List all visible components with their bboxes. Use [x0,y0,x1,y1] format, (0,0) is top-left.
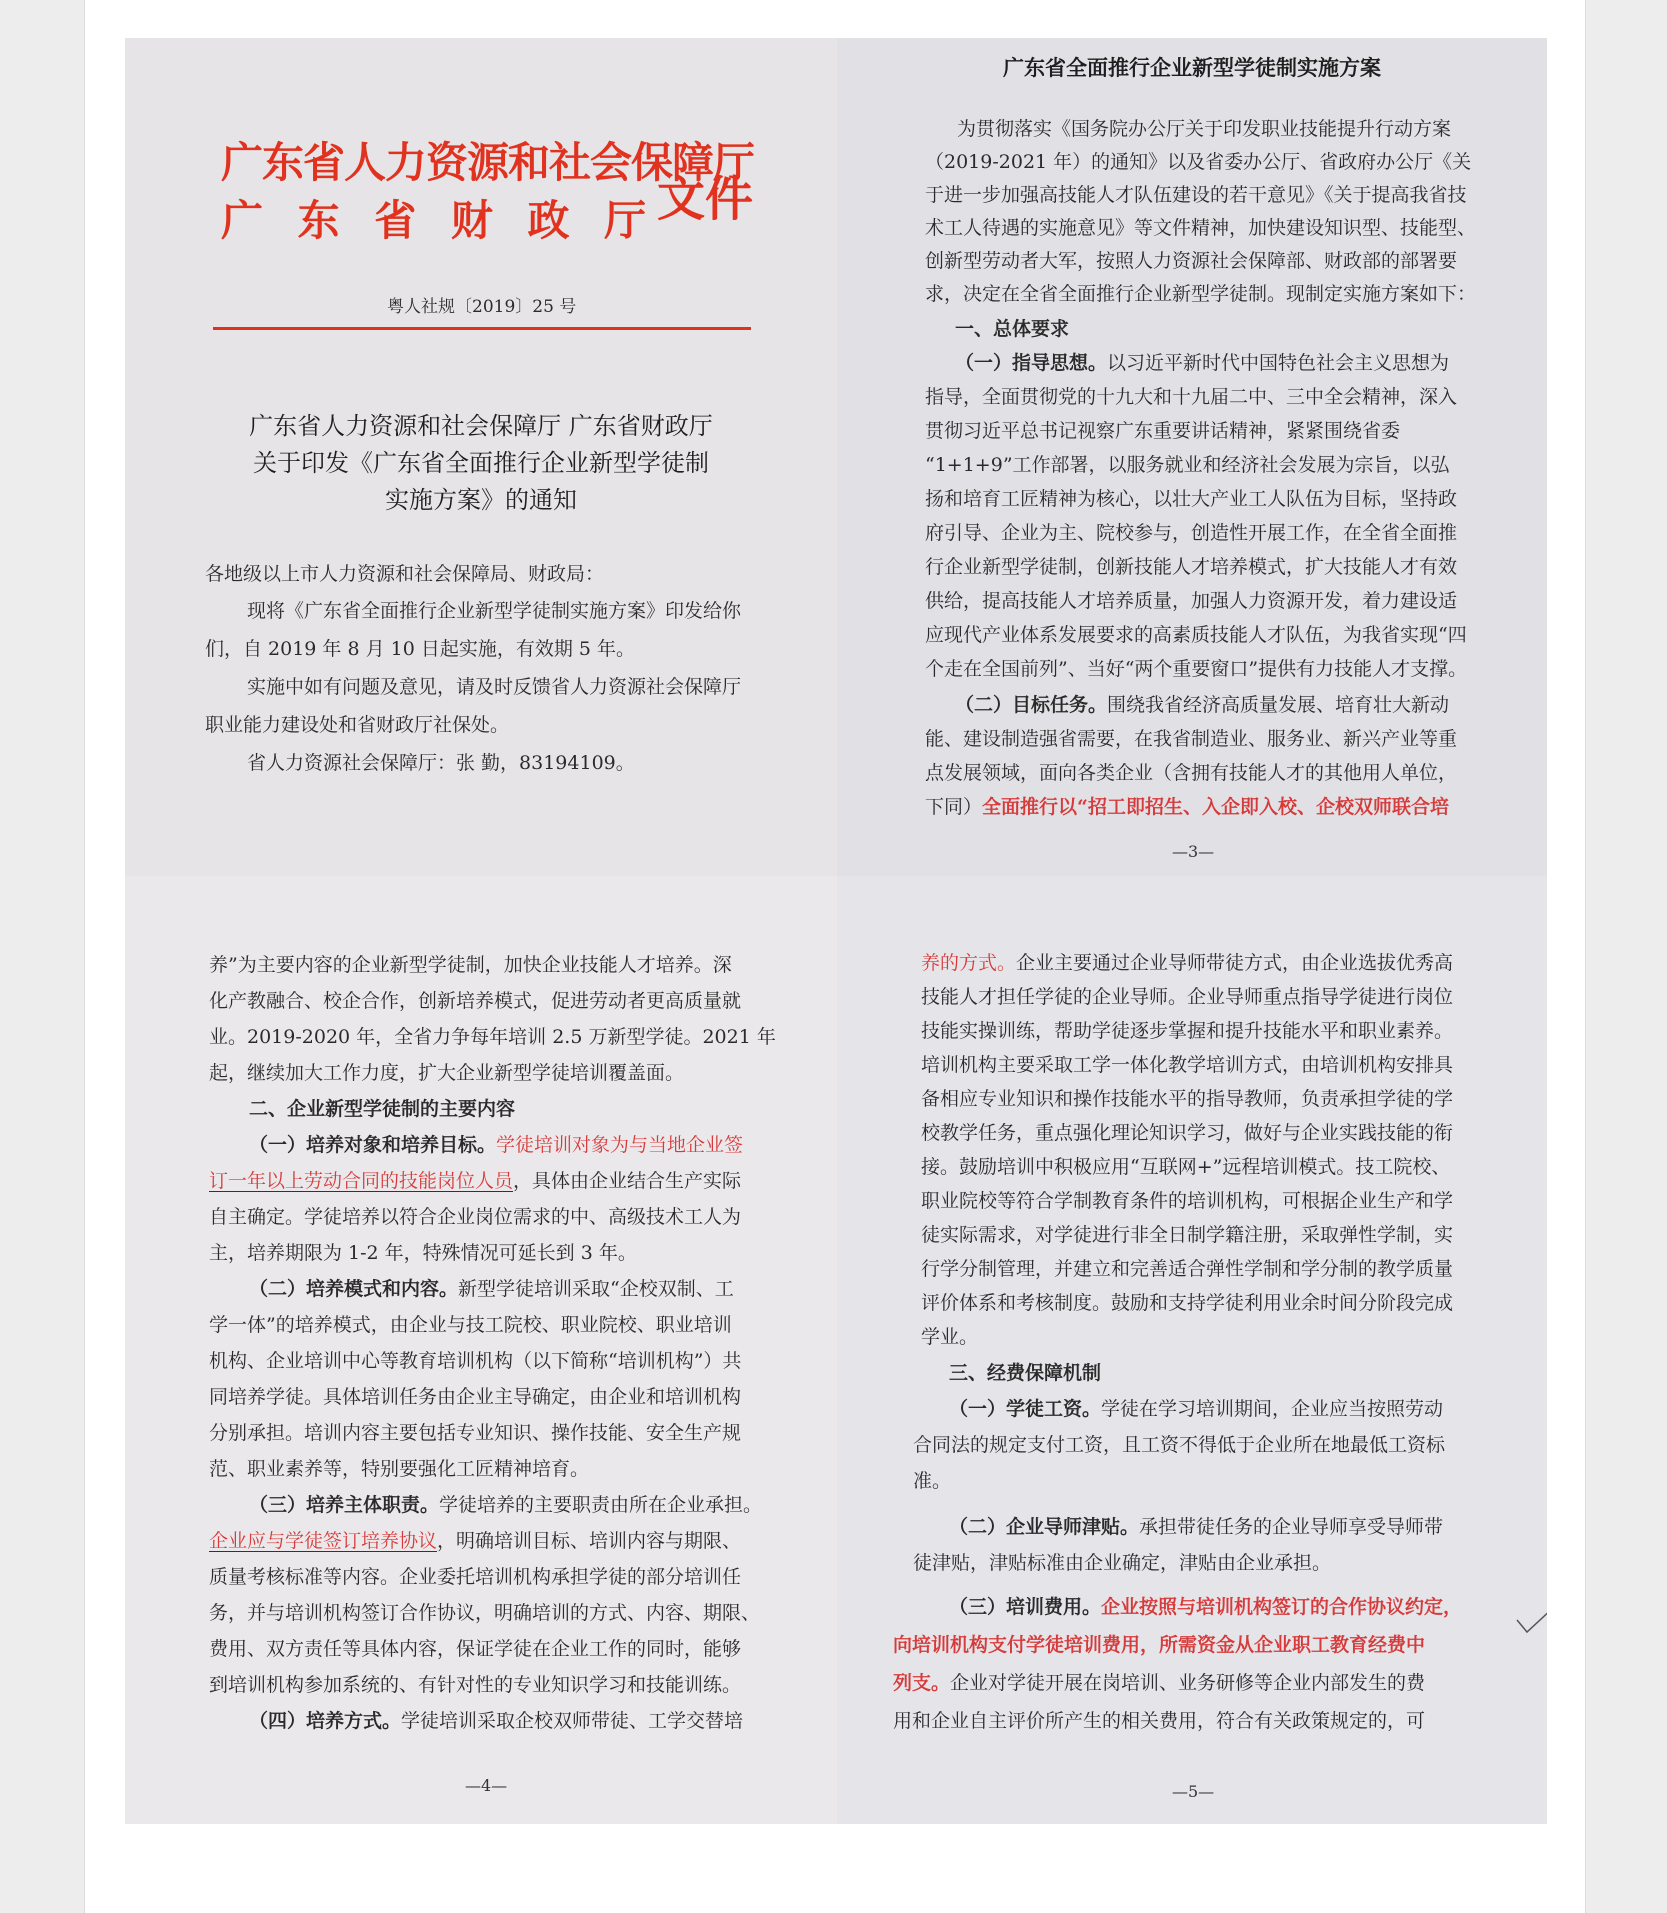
paragraph-line: 评价体系和考核制度。鼓励和支持学徒利用业余时间分阶段完成 [921,1292,1454,1314]
contact-line: 省人力资源社会保障厅：张 勤，83194109。 [247,752,635,774]
paragraph-line [249,1494,762,1516]
body-line: 职业能力建设处和省财政厅社保处。 [205,714,510,736]
subsection-label: （一）学徒工资。 [949,1398,1102,1420]
page-number: —3— [1172,842,1215,861]
paragraph-line: 学一体”的培养模式，由企业与技工院校、职业院校、职业培训 [209,1314,732,1336]
paragraph-line: 徒津贴，津贴标准由企业确定，津贴由企业承担。 [913,1552,1332,1574]
body-line: 们，自 2019 年 8 月 10 日起实施，有效期 5 年。 [205,638,636,660]
paragraph-line [955,694,1449,716]
paragraph-line: 学业。 [921,1326,979,1348]
paragraph-line: 到培训机构参加系统的、有针对性的专业知识学习和技能训练。 [209,1674,742,1696]
section-heading: 三、经费保障机制 [949,1362,1102,1384]
subsection-label: （四）培养方式。 [249,1710,402,1732]
subsection-label: （三）培训费用。 [949,1596,1102,1618]
paragraph-line: 费用、双方责任等具体内容，保证学徒在企业工作的同时，能够 [209,1638,742,1660]
paragraph-line: 培训机构主要采取工学一体化教学培训方式，由培训机构安排具 [921,1054,1454,1076]
intro-line: 为贯彻落实《国务院办公厅关于印发职业技能提升行动方案 [957,118,1452,140]
paragraph-line: 个走在全国前列”、当好“两个重要窗口”提供有力技能人才支撑。 [925,658,1468,680]
paragraph-line: “1+1+9”工作部署，以服务就业和经济社会发展为宗旨，以弘 [925,454,1450,476]
subsection-label: （三）培养主体职责。 [249,1494,440,1516]
document-label: 文件 [657,171,754,227]
issuer-line-1: 广东省人力资源和社会保障厅 [221,138,755,187]
paragraph-line [209,1530,741,1552]
notice-title-line-3: 实施方案》的通知 [385,486,577,514]
paragraph-line: 行学分制管理，并建立和完善适合弹性学制和学分制的教学质量 [921,1258,1454,1280]
paragraph-line: 能、建设制造强省需要，在我省制造业、服务业、新兴产业等重 [925,728,1458,750]
page-3 [837,38,1547,876]
issuer-line-2: 广 东 省 财 政 厅 [221,196,657,245]
paragraph-line: 点发展领域，面向各类企业（含拥有技能人才的其他用人单位， [925,762,1458,784]
paragraph-line: 贯彻习近平总书记视察广东重要讲话精神，紧紧围绕省委 [925,420,1401,442]
intro-line: （2019-2021 年）的通知》以及省委办公厅、省政府办公厅《关 [925,151,1472,173]
section-heading: 二、企业新型学徒制的主要内容 [249,1098,516,1120]
paragraph-line: 范、职业素养等，特别要强化工匠精神培育。 [209,1458,590,1480]
paragraph-line [249,1278,734,1300]
subsection-label: （二）企业导师津贴。 [949,1516,1140,1538]
highlighted-text: 养的方式。 [921,952,1017,974]
paragraph-line: 自主确定。学徒培养以符合企业岗位需求的中、高级技术工人为 [209,1206,742,1228]
paragraph-line: 准。 [913,1470,952,1492]
paragraph-line: 供给，提高技能人才培养质量，加强人力资源开发，着力建设适 [925,590,1458,612]
paragraph-line: 应现代产业体系发展要求的高素质技能人才队伍，为我省实现“四 [925,624,1467,646]
intro-line: 求，决定在全省全面推行企业新型学徒制。现制定实施方案如下： [925,283,1477,305]
paragraph-line: 接。鼓励培训中积极应用“互联网+”远程培训模式。技工院校、 [921,1156,1451,1178]
paragraph-text: 承担带徒任务的企业导师享受导师带 [1139,1516,1444,1538]
paragraph-line [949,1596,1462,1618]
paragraph-line: 校教学任务，重点强化理论知识学习，做好与企业实践技能的衔 [921,1122,1454,1144]
paragraph-text: 下同） [925,796,983,818]
notice-title-line-2: 关于印发《广东省全面推行企业新型学徒制 [253,449,709,477]
paragraph-line: 徒实际需求，对学徒进行非全日制学籍注册，采取弹性学制，实 [921,1224,1454,1246]
highlighted-text: 企业按照与培训机构签订的合作协议约定， [1101,1596,1463,1618]
page-number: —5— [1172,1782,1215,1801]
paragraph-line: 机构、企业培训中心等教育培训机构（以下简称“培训机构”）共 [209,1350,742,1372]
paragraph-line: 技能实操训练，帮助学徒逐步掌握和提升技能水平和职业素养。 [921,1020,1454,1042]
subsection-label: （一）指导思想。 [955,352,1108,374]
paragraph-line: 质量考核标准等内容。企业委托培训机构承担学徒的部分培训任 [209,1566,742,1588]
paragraph-line [949,1516,1443,1538]
highlighted-text: 企业应与学徒签订培养协议 [209,1530,438,1552]
paragraph-line: 职业院校等符合学制教育条件的培训机构，可根据企业生产和学 [921,1190,1454,1212]
paragraph-line: 行企业新型学徒制，创新技能人才培养模式，扩大技能人才有效 [925,556,1458,578]
paragraph-line [893,1672,1425,1694]
highlighted-line: 向培训机构支付学徒培训费用，所需资金从企业职工教育经费中 [893,1634,1426,1656]
paragraph-text: ，具体由企业结合生产实际 [513,1170,742,1192]
subsection-label: （二）目标任务。 [955,694,1108,716]
highlighted-text: 学徒培训对象为与当地企业签 [496,1134,744,1156]
paragraph-line: 合同法的规定支付工资，且工资不得低于企业所在地最低工资标 [913,1434,1446,1456]
paragraph-line: 府引导、企业为主、院校参与，创造性开展工作，在全省全面推 [925,522,1458,544]
paragraph-line: 同培养学徒。具体培训任务由企业主导确定，由企业和培训机构 [209,1386,742,1408]
paragraph-line: 指导，全面贯彻党的十九大和十九届二中、三中全会精神，深入 [925,386,1458,408]
notice-title-line-1: 广东省人力资源和社会保障厅 广东省财政厅 [249,412,713,440]
subsection-label: （二）培养模式和内容。 [249,1278,459,1300]
paragraph-line [921,952,1453,974]
page-5 [837,876,1547,1824]
paragraph-line [209,1170,741,1192]
page-cover [125,38,837,876]
page-4 [125,876,837,1824]
body-line: 各地级以上市人力资源和社会保障局、财政局： [205,563,605,585]
section-heading: 一、总体要求 [955,318,1070,340]
paragraph-line [249,1134,743,1156]
paragraph-line: 备相应专业知识和操作技能水平的指导教师，负责承担学徒的学 [921,1088,1454,1110]
paragraph-line: 主，培养期限为 1-2 年，特殊情况可延长到 3 年。 [209,1242,637,1264]
paragraph-text: ，明确培训目标、培训内容与期限、 [437,1530,742,1552]
doc-number: 粤人社规〔2019〕25 号 [387,297,577,317]
paragraph-line [925,796,1449,818]
paragraph-text: 学徒在学习培训期间，企业应当按照劳动 [1101,1398,1444,1420]
paragraph-line [955,352,1449,374]
subsection-label: （一）培养对象和培养目标。 [249,1134,497,1156]
paragraph-text: 新型学徒培训采取“企校双制、工 [458,1278,734,1300]
paragraph-line: 用和企业自主评价所产生的相关费用，符合有关政策规定的，可 [893,1710,1426,1732]
plan-title: 广东省全面推行企业新型学徒制实施方案 [1003,56,1381,80]
intro-line: 创新型劳动者大军，按照人力资源社会保障部、财政部的部署要 [925,250,1458,272]
highlighted-text: 订一年以上劳动合同的技能岗位人员 [209,1170,514,1192]
paragraph-line [949,1398,1443,1420]
paragraph-text: 学徒培养的主要职责由所在企业承担。 [439,1494,763,1516]
body-line: 实施中如有问题及意见，请及时反馈省人力资源社会保障厅 [247,676,742,698]
body-line: 现将《广东省全面推行企业新型学徒制实施方案》印发给你 [247,600,742,622]
paragraph-line: 化产教融合、校企合作，创新培养模式，促进劳动者更高质量就 [209,990,742,1012]
intro-line: 术工人待遇的实施意见》等文件精神，加快建设知识型、技能型、 [925,217,1477,239]
checkmark-icon [1515,1606,1547,1636]
highlighted-text: 列支。 [893,1672,951,1694]
paragraph-line: 务，并与培训机构签订合作协议，明确培训的方式、内容、期限、 [209,1602,761,1624]
paragraph-line [249,1710,743,1732]
paragraph-text: 学徒培训采取企校双师带徒、工学交替培 [401,1710,744,1732]
highlighted-text: 全面推行以“招工即招生、入企即入校、企校双师联合培 [982,796,1449,818]
paragraph-text: 企业主要通过企业导师带徒方式，由企业选拔优秀高 [1016,952,1454,974]
paragraph-line: 技能人才担任学徒的企业导师。企业导师重点指导学徒进行岗位 [921,986,1454,1008]
paragraph-line: 分别承担。培训内容主要包括专业知识、操作技能、安全生产规 [209,1422,742,1444]
intro-line: 于进一步加强高技能人才队伍建设的若干意见》《关于提高我省技 [925,184,1467,206]
paragraph-text: 企业对学徒开展在岗培训、业务研修等企业内部发生的费 [950,1672,1426,1694]
paragraph-line: 业。2019-2020 年，全省力争每年培训 2.5 万新型学徒。2021 年 [209,1026,776,1048]
page-number: —4— [465,1776,508,1795]
paragraph-line: 起，继续加大工作力度，扩大企业新型学徒培训覆盖面。 [209,1062,685,1084]
paragraph-text: 以习近平新时代中国特色社会主义思想为 [1107,352,1450,374]
red-divider [213,327,751,330]
paragraph-text: 围绕我省经济高质量发展、培育壮大新动 [1107,694,1450,716]
paragraph-line: 养”为主要内容的企业新型学徒制，加快企业技能人才培养。深 [209,954,732,976]
paragraph-line: 扬和培育工匠精神为核心，以壮大产业工人队伍为目标，坚持政 [925,488,1458,510]
